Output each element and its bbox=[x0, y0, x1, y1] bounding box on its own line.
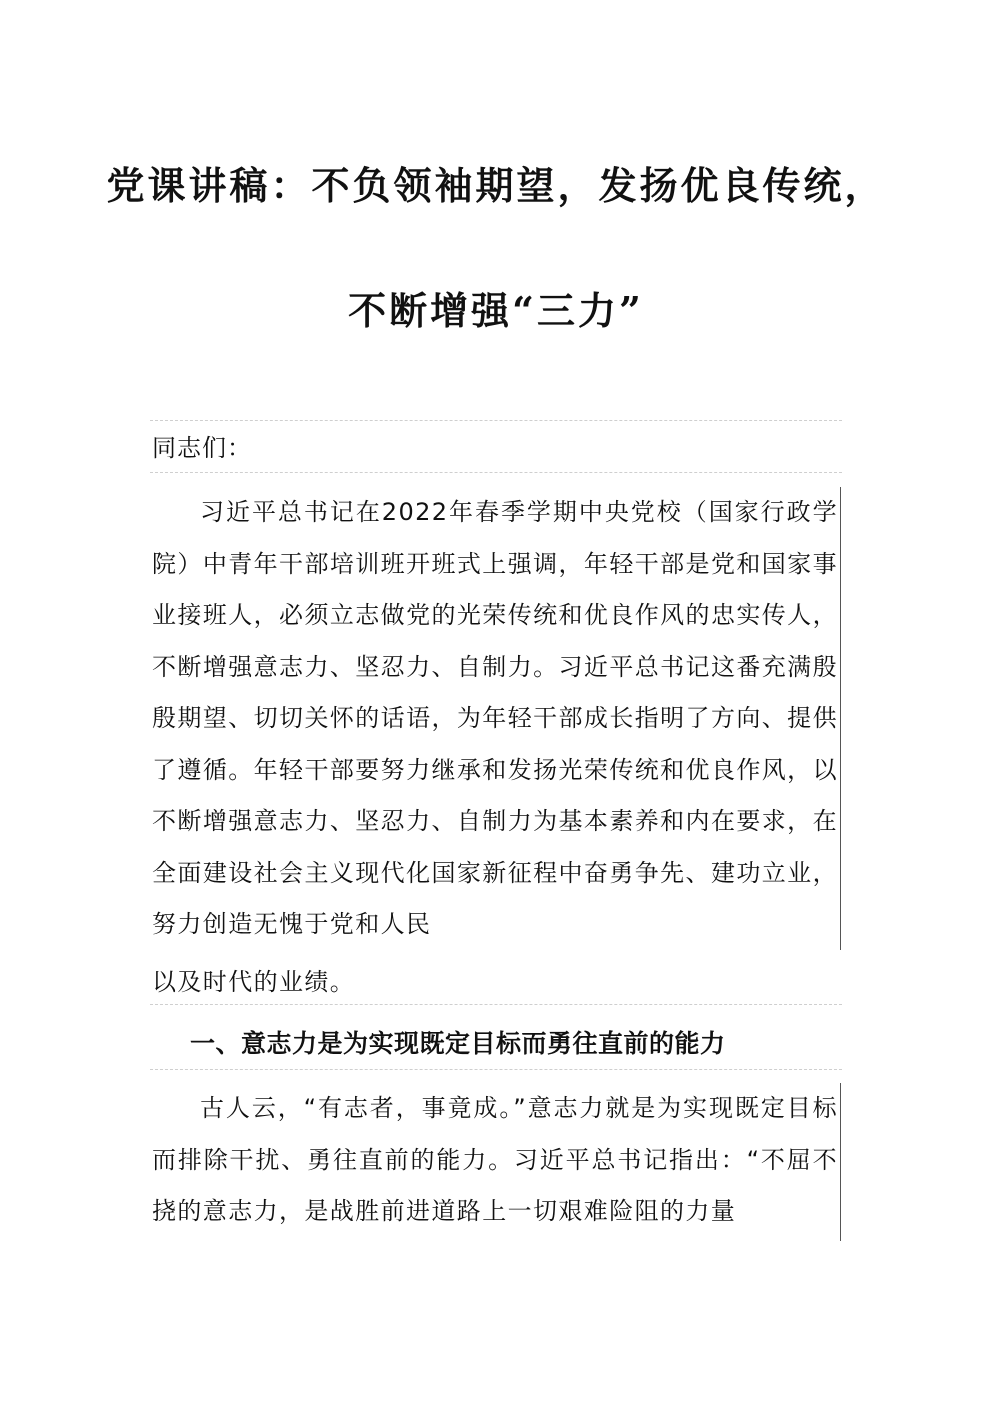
paragraph-intro-tail: 以及时代的业绩。 bbox=[152, 968, 356, 996]
document-title-line-2: 不断增强“三力” bbox=[348, 288, 644, 333]
divider bbox=[150, 472, 842, 473]
divider bbox=[150, 420, 842, 421]
section-heading-1: 一、意志力是为实现既定目标而勇往直前的能力 bbox=[190, 1029, 726, 1058]
paragraph-section-1: 古人云，“有志者，事竟成。”意志力就是为实现既定目标而排除干扰、勇往直前的能力。习近平总书记指出：“不屈不挠的意志力，是战胜前进道路上一切艰难险阻的力量 bbox=[152, 1083, 841, 1241]
paragraph-intro: 习近平总书记在2022年春季学期中央党校（国家行政学院）中青年干部培训班开班式上强调，年轻干部是党和国家事业接班人，必须立志做党的光荣传统和优良作风的忠实传人，不断增强意志力、坚忍力、自制力。习近平总书记这番充满殷殷期望、切切关怀的话语，为年轻干部成长指明了方向、提供了遵循。年轻干部要努力继承和发扬光荣传统和优良作风，以不断增强意志力、坚忍力、自制力为基本素养和内在要求，在全面建设社会主义现代化国家新征程中奋勇争先、建功立业，努力创造无愧于党和人民 bbox=[152, 487, 841, 950]
salutation: 同志们： bbox=[152, 434, 252, 462]
divider bbox=[150, 1069, 842, 1070]
document-title-line-1: 党课讲稿：不负领袖期望，发扬优良传统， bbox=[106, 163, 886, 208]
divider bbox=[150, 1004, 842, 1005]
